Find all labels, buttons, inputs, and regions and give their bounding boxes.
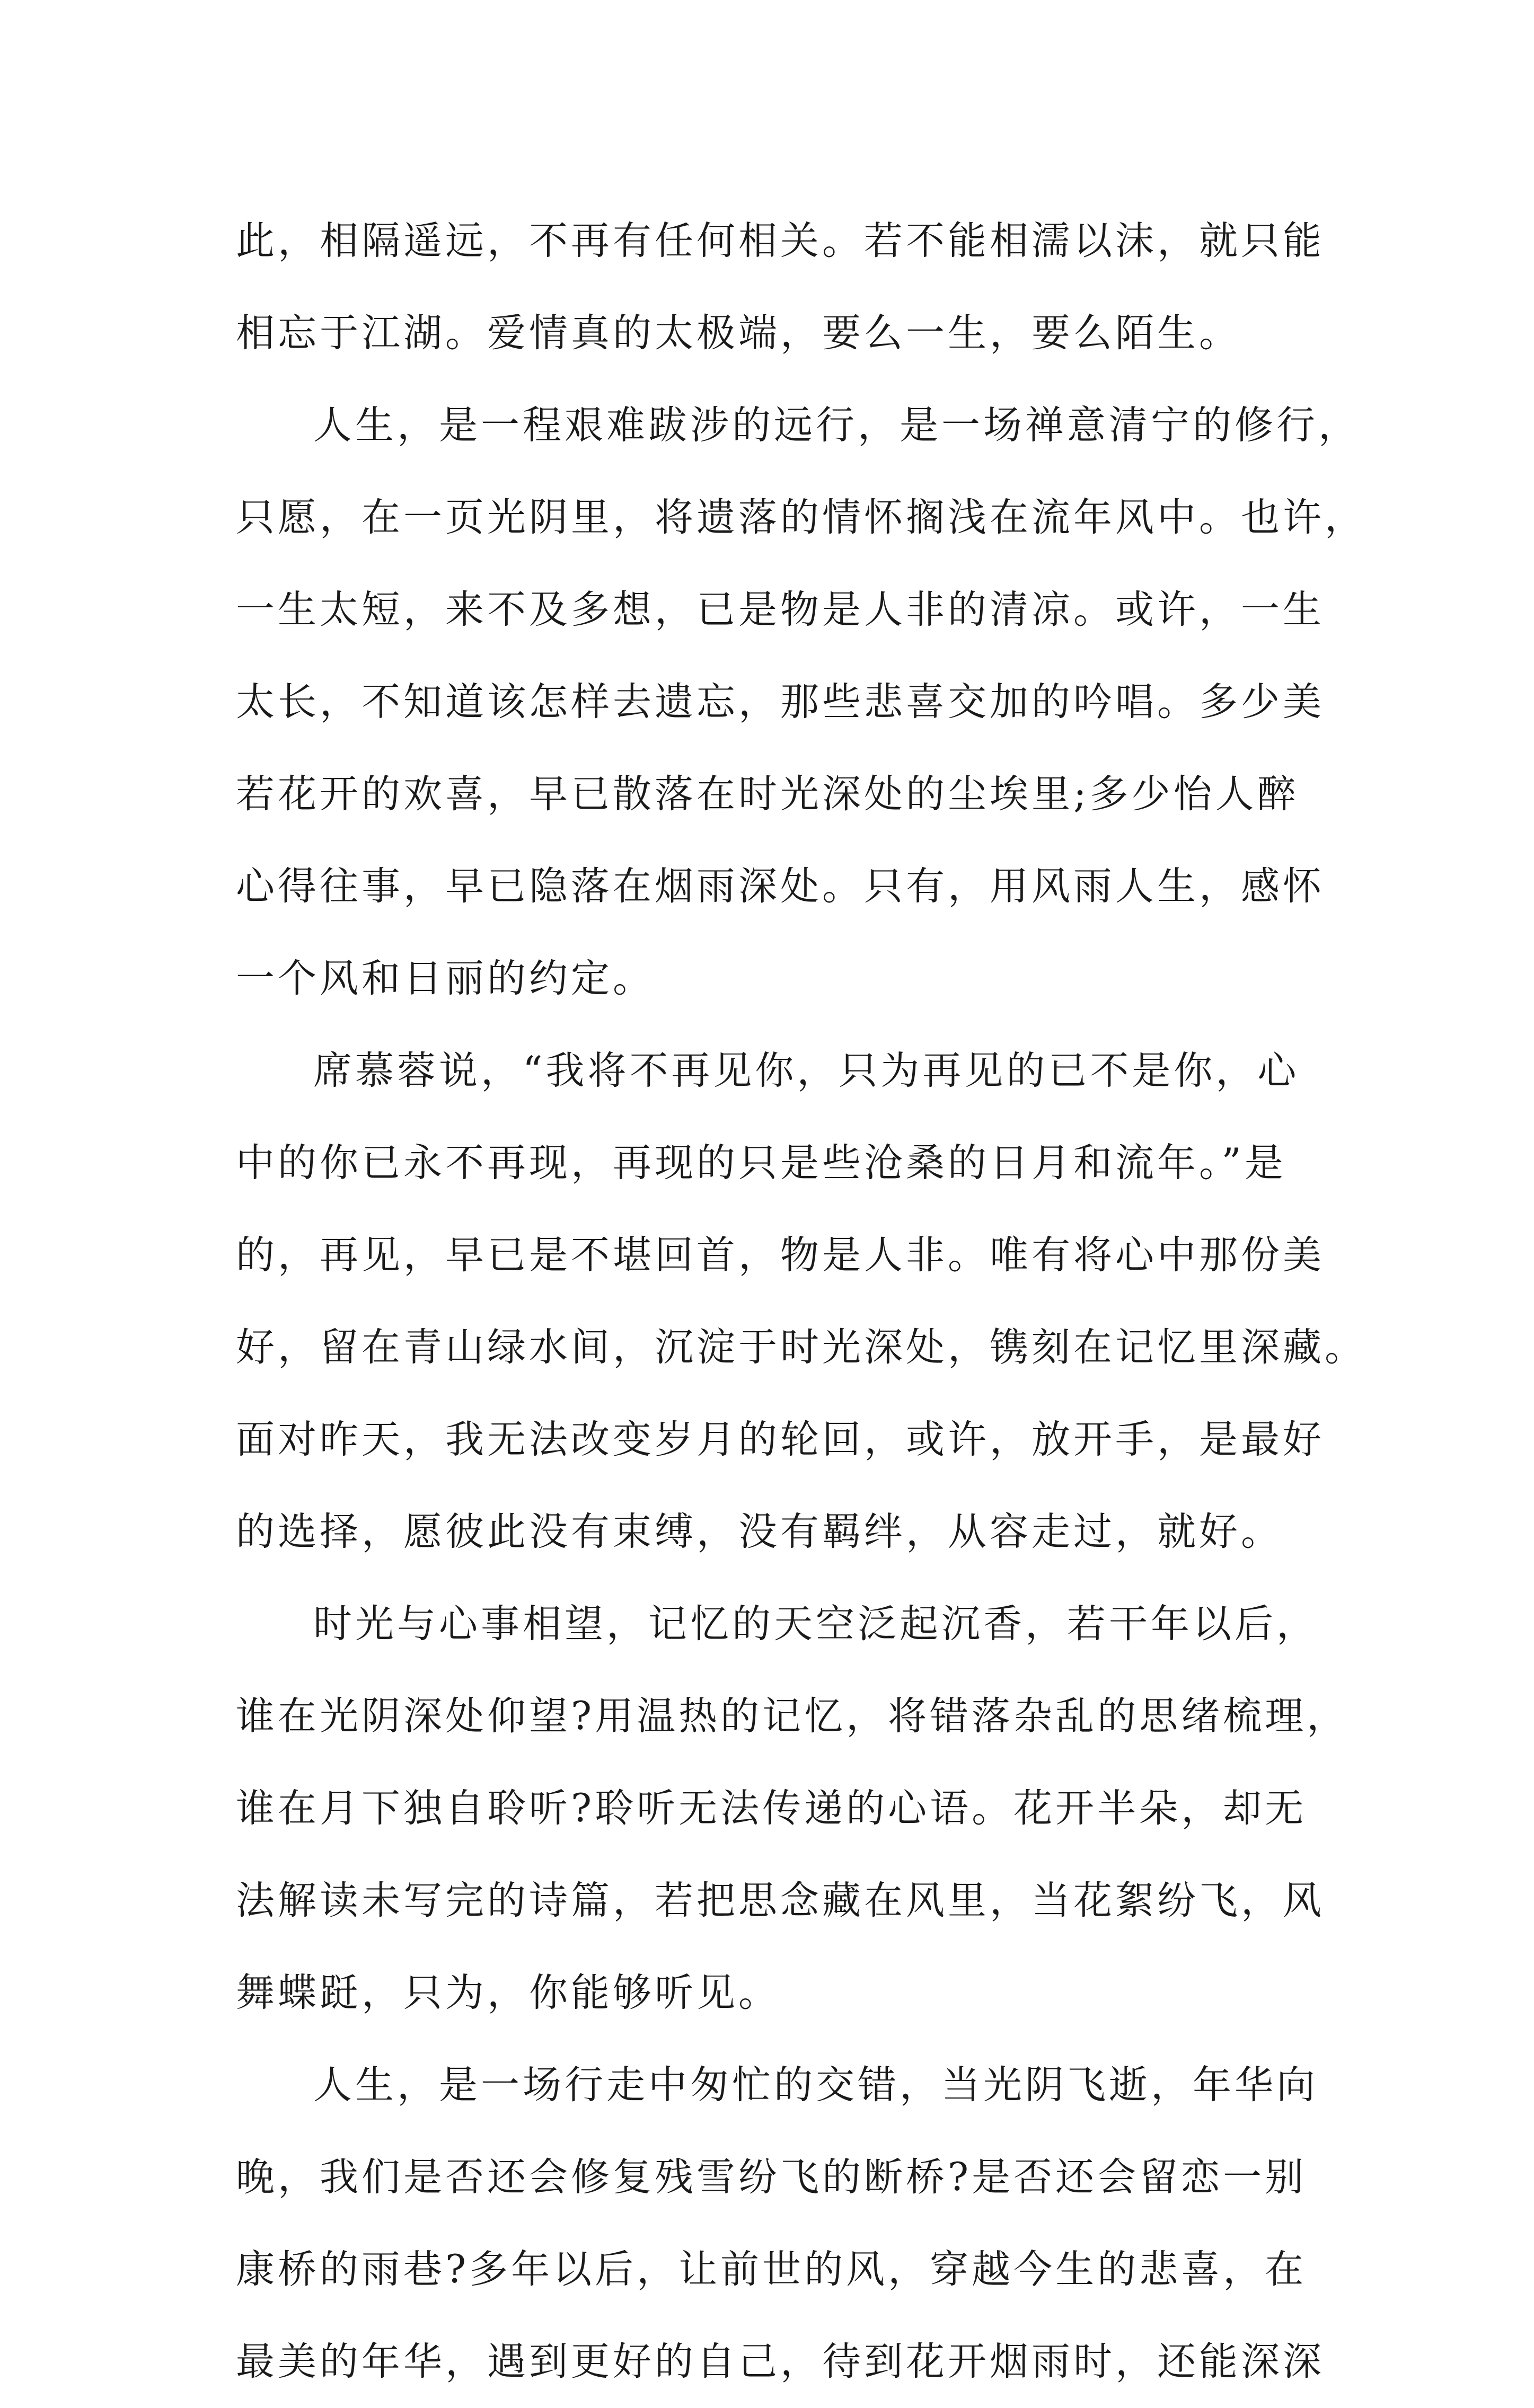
text-line: 面对昨天，我无法改变岁月的轮回，或许，放开手，是最好 (236, 1417, 1325, 1462)
text-line: 最美的年华，遇到更好的自己，待到花开烟雨时，还能深深 (236, 2339, 1325, 2384)
text-line: 太长，不知道该怎样去遗忘，那些悲喜交加的吟唱。多少美 (236, 679, 1325, 724)
text-line: 此，相隔遥远，不再有任何相关。若不能相濡以沫，就只能 (236, 218, 1325, 263)
text-line: 一个风和日丽的约定。 (236, 956, 655, 1001)
paragraph (236, 195, 1360, 379)
text-line: 晚，我们是否还会修复残雪纷飞的断桥?是否还会留恋一别 (236, 2155, 1307, 2200)
text-line: 中的你已永不再现，再现的只是些沧桑的日月和流年。”是 (236, 1140, 1286, 1185)
paragraph (236, 379, 1367, 1025)
text-line: 一生太短，来不及多想，已是物是人非的清凉。或许，一生 (236, 587, 1325, 632)
document-page (236, 195, 1367, 2408)
text-line: 舞蝶跹，只为，你能够听见。 (236, 1970, 780, 2015)
text-line: 席慕蓉说，“我将不再见你，只为再见的已不是你，心 (313, 1048, 1300, 1093)
text-line: 法解读未写完的诗篇，若把思念藏在风里，当花絮纷飞，风 (236, 1878, 1325, 1923)
text-line: 好，留在青山绿水间，沉淀于时光深处，镌刻在记忆里深藏。 (236, 1325, 1367, 1370)
text-line: 康桥的雨巷?多年以后，让前世的风，穿越今生的悲喜，在 (236, 2247, 1307, 2292)
text-line: 的，再见，早已是不堪回首，物是人非。唯有将心中那份美 (236, 1233, 1325, 1278)
text-line: 只愿，在一页光阴里，将遗落的情怀搁浅在流年风中。也许， (236, 495, 1367, 540)
text-line: 谁在月下独自聆听?聆听无法传递的心语。花开半朵，却无 (236, 1786, 1307, 1831)
text-line: 的选择，愿彼此没有束缚，没有羁绊，从容走过，就好。 (236, 1509, 1283, 1554)
text-line: 时光与心事相望，记忆的天空泛起沉香，若干年以后， (313, 1601, 1318, 1646)
paragraph (236, 1025, 1367, 1578)
paragraph (236, 2039, 1360, 2408)
text-line: 人生，是一程艰难跋涉的远行，是一场禅意清宁的修行， (313, 403, 1360, 448)
text-line: 谁在光阴深处仰望?用温热的记忆，将错落杂乱的思绪梳理， (236, 1694, 1349, 1739)
text-line: 若花开的欢喜，早已散落在时光深处的尘埃里;多少怡人醉 (236, 772, 1299, 817)
text-line: 相忘于江湖。爱情真的太极端，要么一生，要么陌生。 (236, 311, 1241, 356)
text-line: 人生，是一场行走中匆忙的交错，当光阴飞逝，年华向 (313, 2062, 1318, 2108)
paragraph (236, 1578, 1360, 2039)
text-line: 心得往事，早已隐落在烟雨深处。只有，用风雨人生，感怀 (236, 864, 1325, 909)
